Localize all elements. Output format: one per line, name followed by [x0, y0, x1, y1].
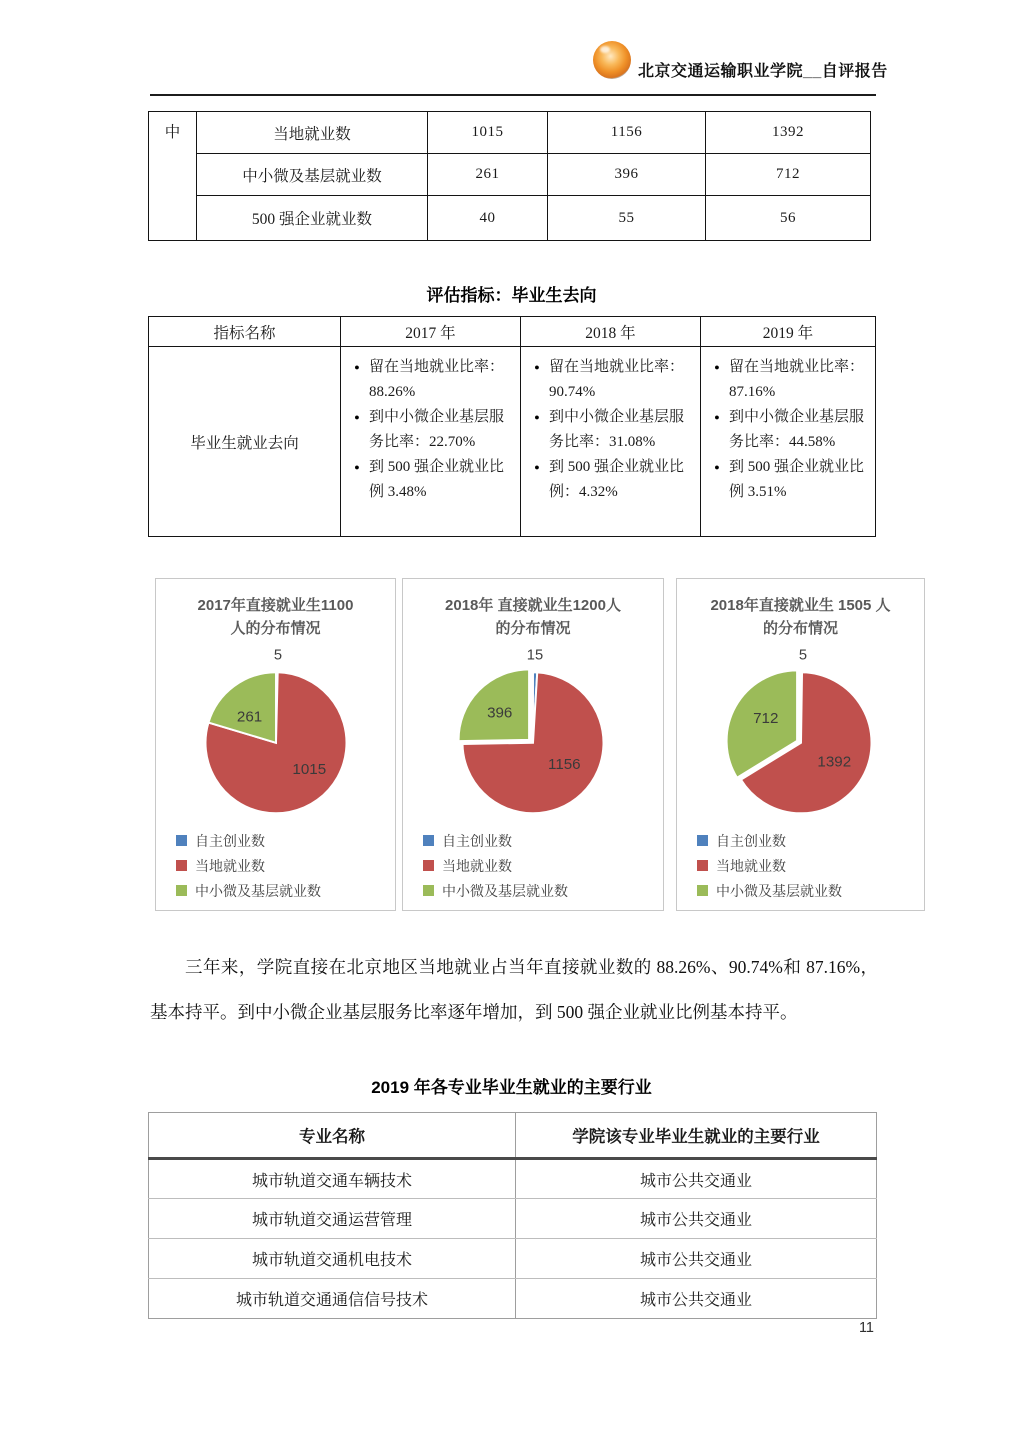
major-name: 城市轨道交通机电技术: [149, 1239, 516, 1279]
pie-chart-2018: [426, 640, 640, 826]
bullet-text: 到中小微企业基层服务比率：44.58%: [729, 409, 865, 450]
legend-label: 自主创业数: [442, 832, 512, 849]
data-label-red: 1392: [816, 753, 851, 771]
column-header: 专业名称: [149, 1113, 516, 1159]
industry-name: 城市公共交通业: [516, 1159, 877, 1199]
legend-item: [176, 853, 395, 878]
data-label-green: 396: [487, 704, 513, 722]
legend-item: [697, 828, 924, 853]
table-row: [149, 347, 876, 537]
bullet-icon: ●: [534, 412, 540, 422]
college-emblem-icon: [593, 41, 631, 79]
chart-title-line: 2018年直接就业生 1505 人: [710, 597, 891, 614]
bullet-icon: ●: [534, 462, 540, 472]
count-value: 261: [428, 154, 548, 196]
count-value: 712: [706, 154, 871, 196]
legend-label: 当地就业数: [195, 857, 265, 874]
chart-title: [677, 594, 924, 640]
bullet-icon: ●: [714, 362, 720, 372]
row-label: 毕业生就业去向: [149, 347, 341, 537]
legend-swatch-blue: [176, 835, 187, 846]
indicator-table: [148, 316, 876, 537]
bullet-text: 留在当地就业比率：87.16%: [729, 359, 865, 400]
legend-item: [176, 828, 395, 853]
count-value: 1156: [548, 112, 706, 154]
industry-name: 城市公共交通业: [516, 1279, 877, 1319]
legend-swatch-blue: [697, 835, 708, 846]
data-label-blue: 15: [526, 647, 544, 664]
column-header: 2017 年: [341, 317, 521, 347]
year-2018-cell: [521, 347, 701, 537]
column-header: 2019 年: [701, 317, 876, 347]
legend-item: [697, 853, 924, 878]
data-label-blue: 5: [798, 647, 807, 664]
column-header: 2018 年: [521, 317, 701, 347]
industry-name: 城市公共交通业: [516, 1199, 877, 1239]
bullet-text: 到中小微企业基层服务比率：31.08%: [549, 409, 685, 450]
data-label-green: 261: [236, 708, 262, 726]
employment-counts-table: [148, 111, 871, 241]
bullet-text: 留在当地就业比率：90.74%: [549, 359, 685, 400]
count-value: 1392: [706, 112, 871, 154]
legend-swatch-green: [176, 885, 187, 896]
column-header: 学院该专业毕业生就业的主要行业: [516, 1113, 877, 1159]
legend-label: 当地就业数: [716, 857, 786, 874]
table-row: [149, 1279, 877, 1319]
row-label: 500 强企业就业数: [197, 196, 428, 241]
industry-name: 城市公共交通业: [516, 1239, 877, 1279]
legend-item: [176, 878, 395, 903]
chart-title-line: 人的分布情况: [230, 620, 321, 637]
bullet-icon: ●: [714, 412, 720, 422]
page-header-title: 北京交通运输职业学院__自评报告: [638, 63, 888, 80]
legend-label: 中小微及基层就业数: [442, 882, 568, 899]
bullet-icon: ●: [714, 462, 720, 472]
legend-item: [423, 878, 663, 903]
major-name: 城市轨道交通通信信号技术: [149, 1279, 516, 1319]
pie-chart-panel-2019: [676, 578, 925, 911]
chart-title-line: 的分布情况: [495, 620, 571, 637]
chart-title: [156, 594, 395, 640]
legend-swatch-red: [697, 860, 708, 871]
data-label-green: 712: [752, 710, 778, 728]
table-row: [149, 1159, 877, 1199]
bullet-text: 留在当地就业比率：88.26%: [369, 359, 505, 400]
major-name: 城市轨道交通车辆技术: [149, 1159, 516, 1199]
row-label: 当地就业数: [197, 112, 428, 154]
bullet-icon: ●: [534, 362, 540, 372]
chart-legend: [697, 828, 924, 903]
pie-chart-2019: [694, 640, 908, 826]
pie-chart-2017: [169, 640, 383, 826]
table-header-row: [149, 1113, 877, 1159]
bullet-icon: ●: [354, 362, 360, 372]
bullet-icon: ●: [354, 462, 360, 472]
count-value: 40: [428, 196, 548, 241]
major-name: 城市轨道交通运营管理: [149, 1199, 516, 1239]
section-heading-indicator: 评估指标：毕业生去向: [426, 286, 597, 305]
page-number: 11: [858, 1320, 874, 1336]
count-value: 1015: [428, 112, 548, 154]
legend-item: [423, 828, 663, 853]
chart-legend: [176, 828, 395, 903]
bullet-text: 到 500 强企业就业比例 3.48%: [369, 459, 505, 500]
table-row: [149, 112, 871, 154]
table-row: [149, 196, 871, 241]
count-value: 56: [706, 196, 871, 241]
legend-label: 自主创业数: [716, 832, 786, 849]
side-label-cell: 中: [149, 112, 197, 241]
bullet-text: 到中小微企业基层服务比率：22.70%: [369, 409, 505, 450]
table-header-row: [149, 317, 876, 347]
chart-title-line: 的分布情况: [762, 620, 838, 637]
table-row: [149, 1199, 877, 1239]
bullet-text: 到 500 强企业就业比例：4.32%: [549, 459, 685, 500]
legend-swatch-red: [423, 860, 434, 871]
data-label-red: 1015: [291, 761, 326, 779]
chart-title: [403, 594, 663, 640]
count-value: 55: [548, 196, 706, 241]
data-label-blue: 5: [273, 647, 282, 664]
legend-label: 中小微及基层就业数: [716, 882, 842, 899]
bullet-icon: ●: [354, 412, 360, 422]
header-divider: [150, 94, 876, 96]
year-2017-cell: [341, 347, 521, 537]
chart-title-line: 2017年直接就业生1100: [197, 597, 354, 614]
table-row: [149, 154, 871, 196]
legend-swatch-green: [697, 885, 708, 896]
summary-paragraph: 三年来，学院直接在北京地区当地就业占当年直接就业数的 88.26%、90.74%和 87.16%，基本持平。到中小微企业基层服务比率逐年增加，到 500 强企业就业比例基本持平。: [150, 957, 878, 1022]
table-row: [149, 1239, 877, 1279]
year-2019-cell: [701, 347, 876, 537]
industry-table: [148, 1112, 877, 1319]
section-heading-industry: 2019 年各专业毕业生就业的主要行业: [371, 1078, 652, 1097]
legend-item: [423, 853, 663, 878]
legend-swatch-green: [423, 885, 434, 896]
pie-chart-panel-2017: [155, 578, 396, 911]
legend-label: 中小微及基层就业数: [195, 882, 321, 899]
chart-legend: [423, 828, 663, 903]
legend-swatch-red: [176, 860, 187, 871]
column-header: 指标名称: [149, 317, 341, 347]
legend-swatch-blue: [423, 835, 434, 846]
bullet-text: 到 500 强企业就业比例 3.51%: [729, 459, 865, 500]
legend-label: 自主创业数: [195, 832, 265, 849]
count-value: 396: [548, 154, 706, 196]
row-label: 中小微及基层就业数: [197, 154, 428, 196]
legend-item: [697, 878, 924, 903]
chart-title-line: 2018年 直接就业生1200人: [445, 597, 621, 614]
pie-chart-panel-2018: [402, 578, 664, 911]
data-label-red: 1156: [548, 756, 581, 774]
legend-label: 当地就业数: [442, 857, 512, 874]
